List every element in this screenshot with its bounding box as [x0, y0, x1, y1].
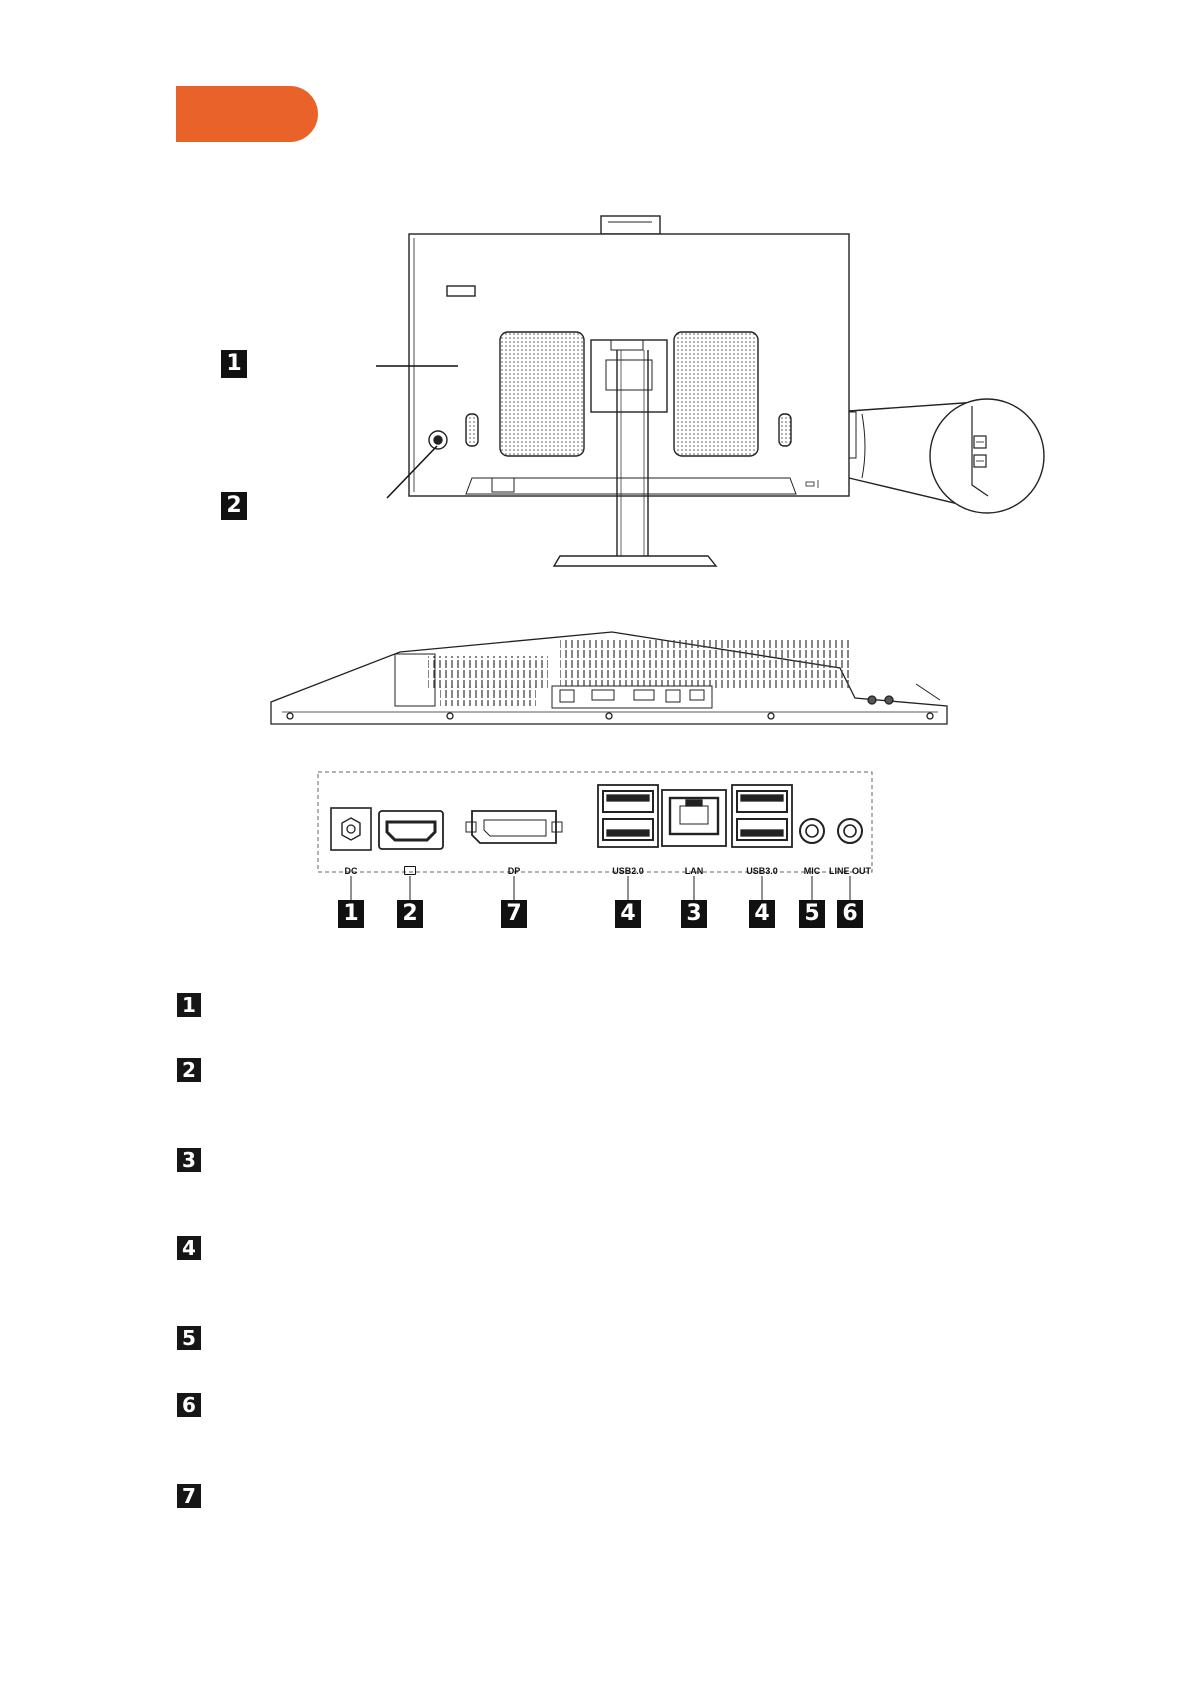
- port-label-mic: MIC: [803, 866, 821, 876]
- port-badge-7: 7: [501, 900, 527, 928]
- port-label-lan: LAN: [684, 866, 704, 876]
- port-badge-5: 5: [799, 900, 825, 928]
- port-badge-6: 6: [837, 900, 863, 928]
- callout-badge-2: 2: [221, 492, 247, 520]
- legend-badge-2: 2: [177, 1058, 201, 1082]
- port-label-lineout: LINE OUT: [829, 866, 871, 876]
- port-badge-1: 1: [338, 900, 364, 928]
- legend-badge-6: 6: [177, 1393, 201, 1417]
- legend-badge-7: 7: [177, 1484, 201, 1508]
- callout-badge-1: 1: [221, 350, 247, 378]
- port-closeup-panel: [318, 772, 872, 900]
- port-badge-2: 2: [397, 900, 423, 928]
- hdmi-logo-icon: [404, 866, 416, 875]
- port-label-usb30: USB3.0: [746, 866, 778, 876]
- legend-badge-5: 5: [177, 1326, 201, 1350]
- port-label-dp: DP: [507, 866, 521, 876]
- port-badge-3: 3: [681, 900, 707, 928]
- legend-badge-3: 3: [177, 1148, 201, 1172]
- port-label-usb20: USB2.0: [612, 866, 644, 876]
- port-badge-4a: 4: [615, 900, 641, 928]
- monitor-bottom-view: [271, 632, 947, 724]
- legend-badge-4: 4: [177, 1236, 201, 1260]
- monitor-back-view: [409, 216, 856, 566]
- side-port-zoom: [849, 399, 1044, 513]
- port-label-dc: DC: [344, 866, 358, 876]
- legend-badge-1: 1: [177, 993, 201, 1017]
- port-badge-4b: 4: [749, 900, 775, 928]
